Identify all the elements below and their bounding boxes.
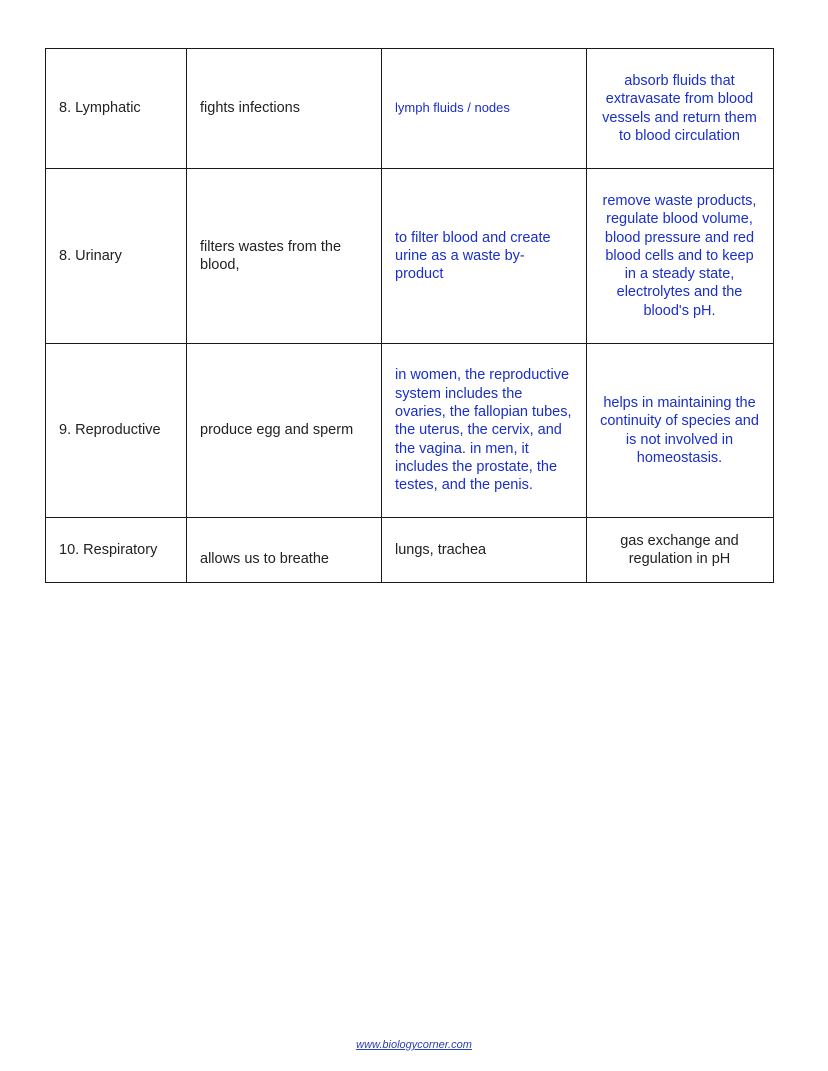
organs-cell: lungs, trachea <box>382 518 587 583</box>
system-name-cell: 10. Respiratory <box>46 518 187 583</box>
table-row-lymphatic <box>46 49 774 169</box>
organs-cell: to filter blood and create urine as a waste by-product <box>382 169 587 344</box>
footer-website-link[interactable] <box>0 1039 828 1051</box>
body-systems-table <box>45 48 774 583</box>
table-row-urinary <box>46 169 774 344</box>
homeostasis-cell: helps in maintaining the continuity of species and is not involved in homeostasis. <box>587 344 774 518</box>
system-name-cell: 9. Reproductive <box>46 344 187 518</box>
system-name-cell: 8. Urinary <box>46 169 187 344</box>
homeostasis-cell: remove waste products, regulate blood volume, blood pressure and red blood cells and to keep in a steady state, electrolytes and the blood's pH. <box>587 169 774 344</box>
organs-cell: in women, the reproductive system includes the ovaries, the fallopian tubes, the uterus, the cervix, and the vagina. in men, it includes the prostate, the testes, and the penis. <box>382 344 587 518</box>
function-cell: fights infections <box>187 49 382 169</box>
footer-link-text[interactable]: www.biologycorner.com <box>356 1039 472 1051</box>
system-name-cell: 8. Lymphatic <box>46 49 187 169</box>
organs-cell: lymph fluids / nodes <box>382 49 587 169</box>
function-cell: filters wastes from the blood, <box>187 169 382 344</box>
homeostasis-cell: gas exchange and regulation in pH <box>587 518 774 583</box>
table-row-respiratory <box>46 518 774 583</box>
function-cell: produce egg and sperm <box>187 344 382 518</box>
homeostasis-cell: absorb fluids that extravasate from blood vessels and return them to blood circulation <box>587 49 774 169</box>
function-text: allows us to breathe <box>200 550 329 567</box>
table-row-reproductive <box>46 344 774 518</box>
function-cell <box>187 518 382 583</box>
